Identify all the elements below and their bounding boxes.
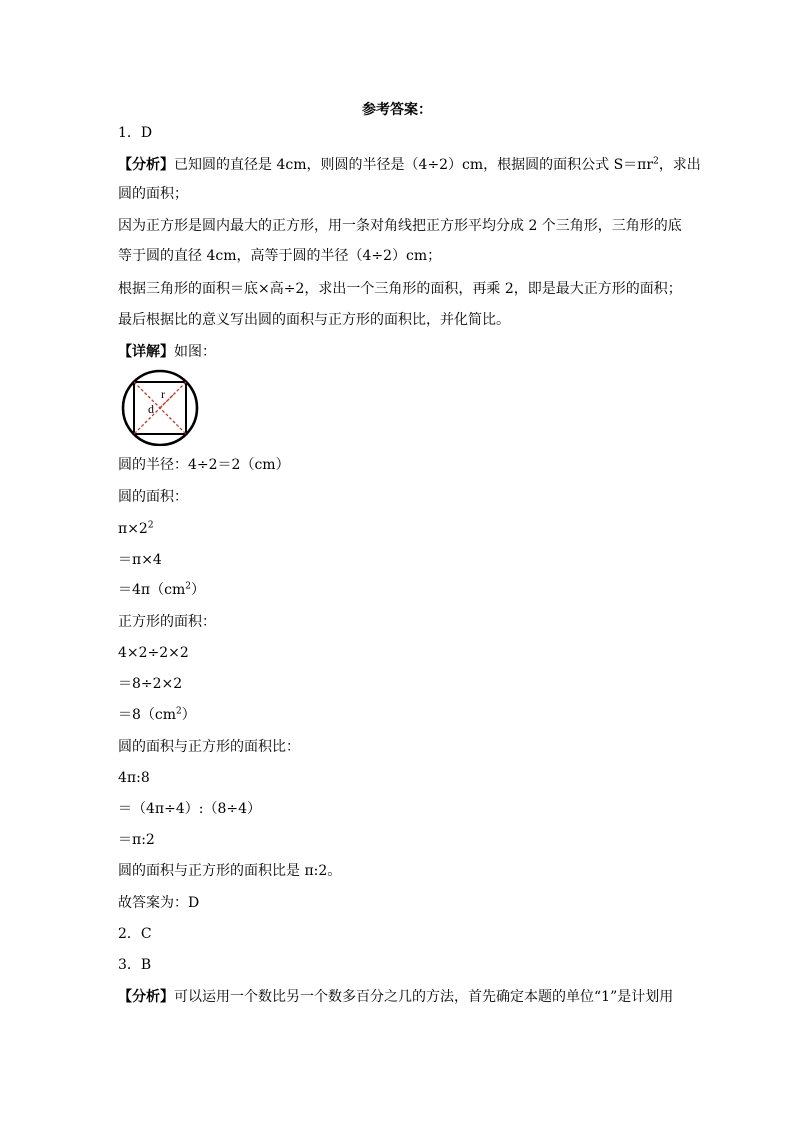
step-square-2: ＝8÷2×2 <box>118 676 183 692</box>
expr: π×2 <box>118 521 148 537</box>
analysis-tag: 【分析】 <box>118 989 174 1005</box>
step-ratio-1: 4π:8 <box>118 770 150 786</box>
answer-2: 2．C <box>118 926 152 942</box>
analysis-3-line-1 <box>118 987 673 1007</box>
analysis-1-line-3: 因为正方形是圆内最大的正方形，用一条对角线把正方形平均分成 2 个三角形，三角形的底 <box>118 218 682 234</box>
expr: ＝8（cm <box>118 707 177 723</box>
label-r: r <box>161 387 165 401</box>
step-ratio-2: ＝（4π÷4）:（8÷4） <box>118 801 262 817</box>
page-title: 参考答案： <box>362 102 432 118</box>
circle-square-figure <box>120 368 202 446</box>
analysis-1-line-6: 最后根据比的意义写出圆的面积与正方形的面积比，并化简比。 <box>118 312 510 328</box>
superscript: 2 <box>176 706 182 717</box>
step-circle-2: ＝π×4 <box>118 552 162 568</box>
detail-tag: 【详解】 <box>118 344 174 360</box>
step-answer: 故答案为：D <box>118 895 200 911</box>
detail-1 <box>118 342 216 362</box>
step-square-area-label: 正方形的面积： <box>118 614 216 630</box>
analysis-1-line-4: 等于圆的直径 4cm，高等于圆的半径（4÷2）cm； <box>118 248 442 264</box>
detail-text: 如图： <box>174 344 216 360</box>
step-circle-area-label: 圆的面积： <box>118 489 188 505</box>
analysis-text: ，求出 <box>658 157 701 173</box>
expr: ） <box>181 707 196 723</box>
step-square-3 <box>118 705 196 725</box>
step-radius: 圆的半径：4÷2＝2（cm） <box>118 457 290 473</box>
analysis-tag: 【分析】 <box>118 157 174 173</box>
step-conclusion: 圆的面积与正方形的面积比是 π:2。 <box>118 863 342 879</box>
superscript: 2 <box>185 581 191 592</box>
answer-1: 1．D <box>118 125 153 141</box>
analysis-1-line-1 <box>118 155 701 175</box>
step-ratio-3: ＝π:2 <box>118 832 155 848</box>
label-d: d <box>148 402 154 416</box>
step-circle-3 <box>118 580 205 600</box>
circle-square-diagram <box>120 368 202 446</box>
superscript: 2 <box>147 520 154 531</box>
step-square-1: 4×2÷2×2 <box>118 645 189 661</box>
superscript: 2 <box>653 156 659 167</box>
analysis-text: 已知圆的直径是 4cm，则圆的半径是（4÷2）cm，根据圆的面积公式 S＝πr <box>174 157 654 173</box>
analysis-text: 可以运用一个数比另一个数多百分之几的方法，首先确定本题的单位“1”是计划用 <box>174 989 674 1005</box>
answer-3: 3．B <box>118 957 152 973</box>
analysis-1-line-2: 圆的面积； <box>118 186 188 202</box>
step-ratio-label: 圆的面积与正方形的面积比： <box>118 739 300 755</box>
analysis-1-line-5: 根据三角形的面积＝底×高÷2，求出一个三角形的面积，再乘 2，即是最大正方形的面积； <box>118 281 682 297</box>
expr: ＝4π（cm <box>118 582 186 598</box>
expr: ） <box>190 582 205 598</box>
step-circle-1 <box>118 519 154 539</box>
